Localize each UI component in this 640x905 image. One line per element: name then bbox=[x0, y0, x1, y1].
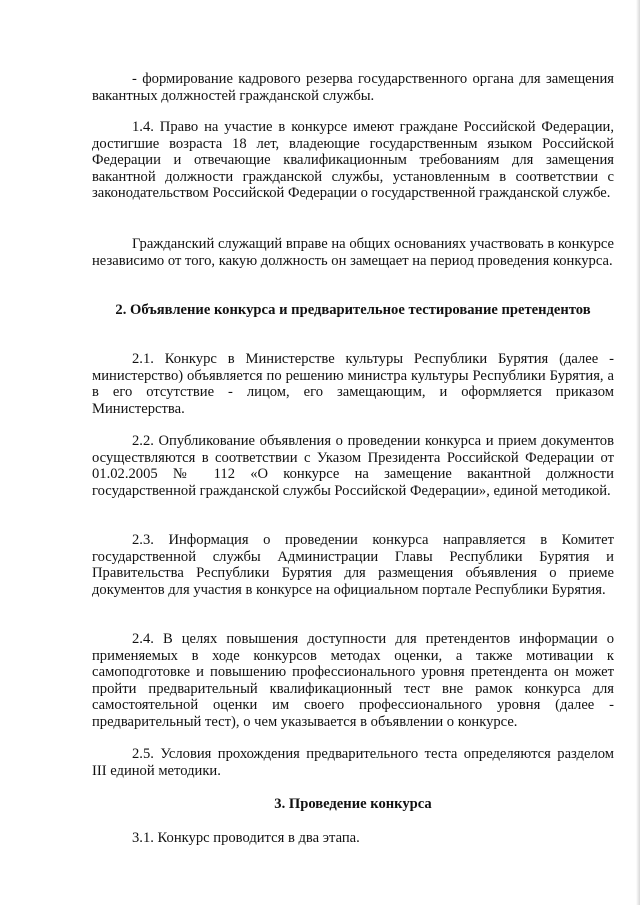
paragraph-3-1: 3.1. Конкурс проводится в два этапа. bbox=[132, 830, 360, 846]
page-edge-shadow bbox=[636, 0, 640, 905]
paragraph-2-5: 2.5. Условия прохождения предварительного теста определяются разделом III единой методики. bbox=[92, 746, 614, 779]
paragraph-2-3: 2.3. Информация о проведении конкурса направляется в Комитет государственной службы Администрации Главы Республики Бурятия и Правительства Республики Бурятия для размещения объявления о приеме документов для участия в конкурсе на официальном портале Республики Бурятия. bbox=[92, 532, 614, 598]
paragraph-reserve: - формирование кадрового резерва государственного органа для замещения вакантных должностей гражданской службы. bbox=[92, 71, 614, 104]
section-2-heading: 2. Объявление конкурса и предварительное тестирование претендентов bbox=[115, 302, 591, 318]
paragraph-1-4: 1.4. Право на участие в конкурсе имеют граждане Российской Федерации, достигшие возраста 18 лет, владеющие государственным языком Российской Федерации и отвечающие квалификационным требованиям для замещения вакантной должности гражданской службы, установленным в соответствии с законодательством Российской Федерации о государственной гражданской службе. bbox=[92, 119, 614, 202]
paragraph-2-4: 2.4. В целях повышения доступности для претендентов информации о применяемых в ходе конкурсов методах оценки, а также мотивации к самоподготовке и повышению профессионального уровня претендента он может пройти предварительный квалификационный тест вне рамок конкурса для самостоятельной оценки им своего профессионального уровня (далее - предварительный тест), о чем указывается в объявлении о конкурсе. bbox=[92, 631, 614, 730]
section-3-heading: 3. Проведение конкурса bbox=[274, 796, 432, 812]
paragraph-civil-servant: Гражданский служащий вправе на общих основаниях участвовать в конкурсе независимо от того, какую должность он замещает на период проведения конкурса. bbox=[92, 236, 614, 269]
paragraph-2-2: 2.2. Опубликование объявления о проведении конкурса и прием документов осуществляются в соответствии с Указом Президента Российской Федерации от 01.02.2005 № 112 «О конкурсе на замещение вакантной должности государственной гражданской службы Российской Федерации», единой методикой. bbox=[92, 433, 614, 499]
paragraph-2-1: 2.1. Конкурс в Министерстве культуры Республики Бурятия (далее - министерство) объявляется по решению министра культуры Республики Бурятия, а в его отсутствие - лицом, его замещающим, и оформляется приказом Министерства. bbox=[92, 351, 614, 417]
